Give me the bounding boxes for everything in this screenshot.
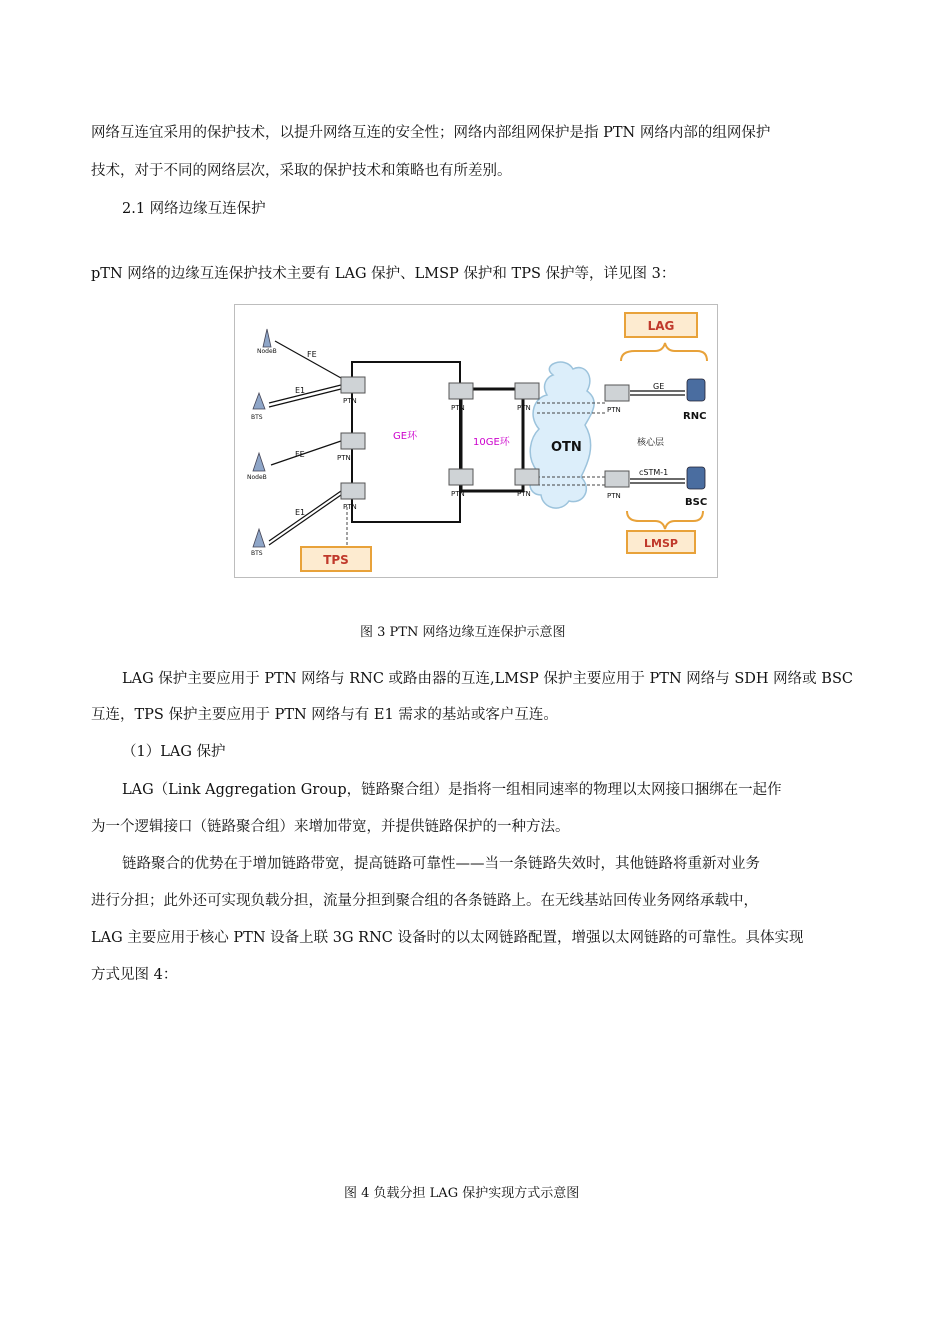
paragraph-line: LAG（Link Aggregation Group，链路聚合组）是指将一组相同速率的物理以太网接口捆绑在一起作 [122, 782, 782, 798]
paragraph-line: 互连，TPS 保护主要应用于 PTN 网络与有 E1 需求的基站或客户互连。 [91, 707, 558, 723]
paragraph-line: 技术，对于不同的网络层次，采取的保护技术和策略也有所差别。 [91, 163, 512, 179]
svg-text:FE: FE [295, 450, 305, 459]
svg-text:BTS: BTS [251, 414, 263, 421]
section-heading: 2.1 网络边缘互连保护 [122, 201, 266, 217]
paragraph-line: 为一个逻辑接口（链路聚合组）来增加带宽，并提供链路保护的一种方法。 [91, 819, 570, 835]
ge-ring [352, 362, 460, 522]
base-station-icons [253, 329, 271, 547]
svg-text:E1: E1 [295, 508, 306, 517]
base-station-labels [247, 348, 277, 557]
paragraph-line: 网络互连宜采用的保护技术，以提升网络互连的安全性；网络内部组网保护是指 PTN 网络内部的组网保护 [91, 125, 771, 141]
paragraph-line: LAG 主要应用于核心 PTN 设备上联 3G RNC 设备时的以太网链路配置，增强以太网链路的可靠性。具体实现 [91, 930, 804, 946]
tps-callout-label: TPS [323, 553, 349, 567]
paragraph-line: 链路聚合的优势在于增加链路带宽，提高链路可靠性——当一条链路失效时，其他链路将重新对业务 [122, 856, 760, 872]
svg-text:NodeB: NodeB [257, 348, 277, 355]
paragraph-line: 进行分担；此外还可实现负载分担，流量分担到聚合组的各条链路上。在无线基站回传业务网络承载中， [91, 893, 758, 909]
svg-text:FE: FE [307, 350, 317, 359]
lmsp-callout-label: LMSP [644, 537, 678, 550]
svg-text:E1: E1 [295, 386, 306, 395]
svg-text:PTN: PTN [451, 490, 465, 498]
ge-ring-label: GE环 [393, 431, 418, 442]
figure-3-caption: 图 3 PTN 网络边缘互连保护示意图 [360, 625, 566, 640]
ptn-protection-diagram [235, 305, 717, 577]
paragraph-line: 方式见图 4： [91, 967, 178, 983]
otn-cloud [530, 362, 594, 508]
svg-text:BSC: BSC [685, 497, 708, 508]
svg-text:PTN: PTN [517, 490, 531, 498]
svg-text:RNC: RNC [683, 411, 707, 422]
ge10-ring-label: 10GE环 [473, 437, 510, 448]
svg-text:NodeB: NodeB [247, 474, 267, 481]
lmsp-brace [627, 511, 703, 529]
figure-4-caption: 图 4 负载分担 LAG 保护实现方式示意图 [344, 1186, 580, 1201]
svg-text:PTN: PTN [607, 492, 621, 500]
svg-text:BTS: BTS [251, 550, 263, 557]
lag-callout-label: LAG [647, 319, 675, 333]
figure-3 [234, 304, 718, 578]
controller-icons [687, 379, 705, 489]
svg-text:PTN: PTN [451, 404, 465, 412]
svg-text:cSTM-1: cSTM-1 [639, 468, 669, 477]
otn-label: OTN [551, 440, 582, 455]
svg-text:PTN: PTN [337, 454, 351, 462]
svg-text:PTN: PTN [343, 397, 357, 405]
svg-text:核心层: 核心层 [637, 438, 665, 448]
lag-brace [621, 343, 707, 361]
paragraph-line: LAG 保护主要应用于 PTN 网络与 RNC 或路由器的互连,LMSP 保护主要应用于 PTN 网络与 SDH 网络或 BSC [122, 671, 853, 687]
paragraph-line: pTN 网络的边缘互连保护技术主要有 LAG 保护、LMSP 保护和 TPS 保护等，详见图 3： [91, 266, 676, 282]
svg-text:PTN: PTN [517, 404, 531, 412]
sub-heading: （1）LAG 保护 [122, 744, 226, 760]
svg-text:PTN: PTN [607, 406, 621, 414]
svg-text:PTN: PTN [343, 503, 357, 511]
svg-text:GE: GE [653, 382, 665, 391]
